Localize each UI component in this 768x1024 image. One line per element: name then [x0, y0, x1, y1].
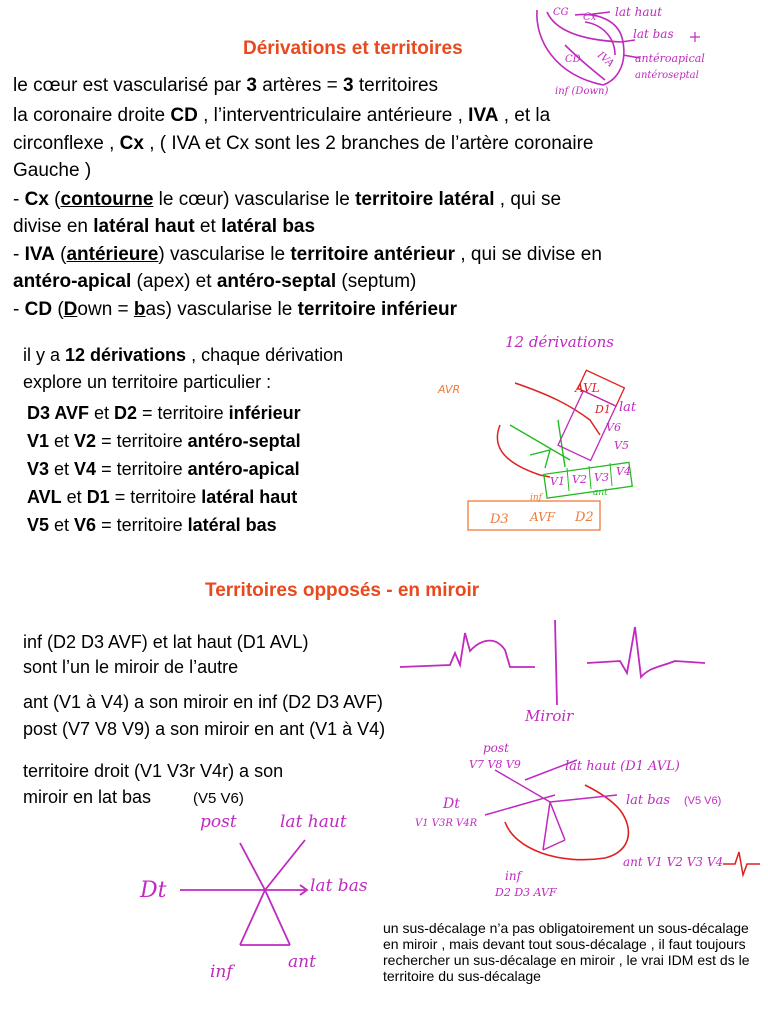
hw-lat: lat — [619, 400, 637, 415]
cd-line: - CD (Down = bas) vascularise le territoire inférieur — [13, 298, 458, 320]
hw-12-derivations: 12 dérivations — [505, 333, 614, 351]
hw-cx: Cx — [583, 12, 597, 23]
hw-post-l: post — [200, 812, 237, 832]
hw-v4: V4 — [616, 465, 631, 478]
hw-dt-l: Dt — [140, 878, 167, 903]
hw-lat-bas: lat bas — [633, 27, 674, 41]
hw-antero-apical: antéroapical — [635, 52, 705, 65]
hw-iva: IVA — [595, 49, 616, 70]
hw-d1: D1 — [595, 403, 611, 416]
list-item: V5 et V6 = territoire latéral bas — [27, 515, 277, 535]
hw-dt-r: Dt — [443, 796, 460, 812]
derivations-list — [27, 399, 301, 539]
note-text: un sus-décalage n’a pas obligatoirement un sous-décalage en miroir , mais devant tout sous-décalage , il faut toujours rechercher un sus-décalage en miroir , le vrai IDM est ds le territoire du sus-décalage — [383, 920, 750, 984]
hw-inf-leads: D2 D3 AVF — [495, 886, 557, 899]
section-title-mirror: Territoires opposés - en miroir — [205, 580, 480, 601]
hw-ant-r: ant V1 V2 V3 V4 — [623, 855, 724, 869]
hw-v1: V1 — [550, 475, 565, 488]
mirror-text-1: inf (D2 D3 AVF) et lat haut (D1 AVL) sont l’un le miroir de l’autre — [23, 632, 309, 677]
hw-post-leads: V7 V8 V9 — [469, 758, 521, 771]
intro-paragraph-cont: la coronaire droite CD , l’interventriculaire antérieure , IVA , et la circonflexe , Cx , ( IVA et Cx sont les 2 branches de l’artère coronaire Gauche ) - Cx (contourne le cœur) vascularise le territoire latéral , qui se divise en latéral haut et latéral bas - IVA (antérieure) vascularise le territoire antérieur , qui se divise en antéro-apical (apex) et antéro-septal (septum) - CD (Down = bas) vascularise le territoire inférieur — [13, 104, 763, 321]
iva-line: - IVA (antérieure) vascularise le territoire antérieur , qui se divise en — [13, 243, 602, 265]
hw-cg: CG — [553, 7, 569, 18]
hw-miroir: Miroir — [525, 707, 574, 725]
hw-avf: AVF — [530, 510, 556, 524]
hw-cd: CD — [565, 54, 581, 65]
hw-v5: V5 — [614, 439, 629, 452]
ecg-mirror-sketch — [395, 615, 765, 725]
cx-line: - Cx (contourne le cœur) vascularise le territoire latéral , qui se — [13, 188, 562, 210]
hw-inf-r: inf — [505, 869, 522, 883]
hw-lat-haut: lat haut — [615, 5, 663, 19]
mirror-text-3: territoire droit (V1 V3r V4r) a son miroir en lat bas — [23, 761, 284, 807]
mirror-text-2: ant (V1 à V4) a son miroir en inf (D2 D3 AVF) post (V7 V8 V9) a son miroir en ant (V1 à V4) — [23, 692, 386, 739]
section-title-derivations: Dérivations et territoires — [243, 38, 463, 59]
hw-dt-leads: V1 V3R V4R — [415, 818, 478, 829]
hw-lat-bas-leads: (V5 V6) — [684, 795, 722, 807]
hw-post: post — [483, 741, 509, 755]
list-item: V3 et V4 = territoire antéro-apical — [27, 459, 300, 479]
intro-paragraph: le cœur est vascularisé par 3 artères = 3 territoires — [13, 75, 439, 96]
hw-antero-septal: antéroseptal — [635, 70, 699, 81]
hw-d2: D2 — [575, 510, 594, 525]
vector-sketch-left — [140, 805, 370, 985]
mirror-v5v6: (V5 V6) — [193, 790, 244, 807]
hw-lat-haut-r: lat haut (D1 AVL) — [565, 759, 680, 774]
hw-ant: ant — [593, 488, 608, 498]
hw-v3: V3 — [594, 471, 609, 484]
hw-lat-bas-l: lat bas — [310, 876, 368, 896]
hw-v2: V2 — [572, 473, 587, 486]
hw-lat-haut-l: lat haut — [280, 812, 347, 832]
hw-inf-l: inf — [210, 962, 233, 982]
hw-ant-l: ant — [288, 952, 316, 972]
hw-avr: AVR — [438, 383, 461, 396]
list-item: D3 AVF et D2 = territoire inférieur — [27, 403, 301, 423]
hw-inf-down: inf (Down) — [555, 86, 609, 97]
coronary-sketch — [525, 0, 768, 110]
derivations-intro: il y a 12 dérivations , chaque dérivation explore un territoire particulier : — [23, 345, 344, 392]
hw-v6: V6 — [606, 421, 621, 434]
hw-lat-bas-r: lat bas — [626, 793, 671, 808]
hw-avl: AVL — [575, 381, 600, 395]
hw-inf: inf — [530, 493, 543, 503]
list-item: AVL et D1 = territoire latéral haut — [27, 487, 298, 507]
derivations-sketch — [430, 325, 655, 540]
hw-d3: D3 — [490, 512, 509, 527]
list-item: V1 et V2 = territoire antéro-septal — [27, 431, 301, 451]
vector-sketch-right — [405, 740, 765, 920]
